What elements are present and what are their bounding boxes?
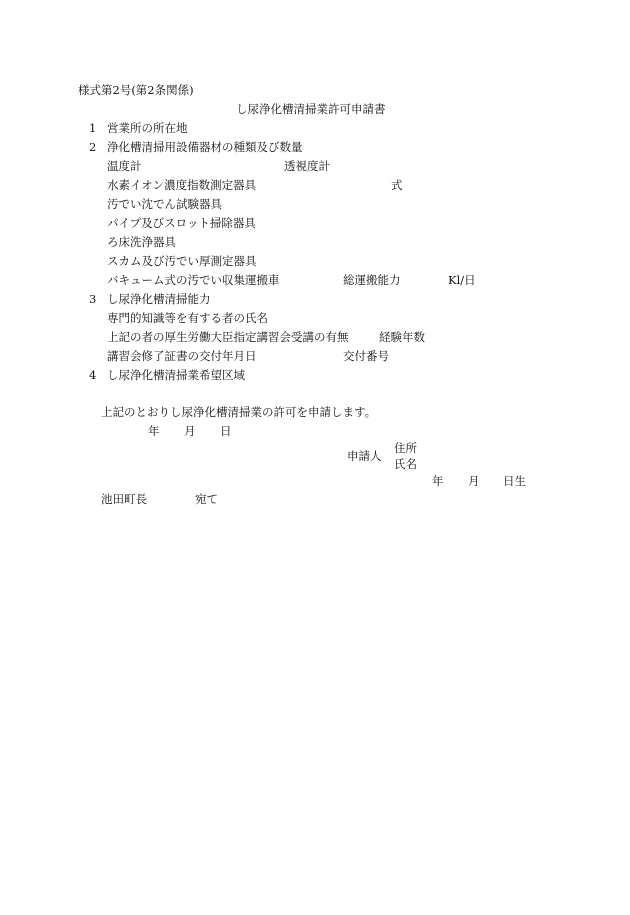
item-filter-cleaner: ろ床洗浄器具: [107, 235, 176, 249]
birth-month: 月: [468, 474, 480, 488]
item-capacity-unit: Kl/日: [448, 273, 476, 287]
section-4-label: し尿浄化槽清掃業希望区域: [107, 368, 245, 382]
applicant-address-label: 住所: [394, 441, 417, 455]
item-vacuum-truck: バキューム式の汚でい収集運搬車: [107, 273, 280, 287]
form-title: し尿浄化槽清掃業許可申請書: [236, 102, 386, 116]
section-3-label: し尿浄化槽清掃能力: [107, 292, 211, 306]
section-2-label: 浄化槽清掃用設備器材の種類及び数量: [107, 140, 303, 154]
item-pipe-slot-cleaner: パイプ及びスロット掃除器具: [107, 216, 256, 230]
item-scum-gauge: スカム及び汚でい厚測定器具: [107, 254, 257, 268]
item-ph-unit: 式: [391, 178, 403, 192]
date-year: 年: [148, 424, 160, 438]
applicant-label: 申請人: [347, 449, 382, 463]
item-ph-meter: 水素イオン濃度指数測定器具: [107, 178, 257, 192]
recipient-suffix: 宛て: [195, 492, 218, 506]
item-cert-number: 交付番号: [343, 349, 389, 363]
section-1-label: 営業所の所在地: [107, 121, 188, 135]
item-thermometer: 温度計: [107, 159, 142, 173]
item-transparency-meter: 透視度計: [284, 159, 330, 173]
applicant-name-label: 氏名: [394, 457, 417, 471]
section-2-number: 2: [89, 140, 97, 154]
birth-day-suffix: 日生: [503, 474, 526, 488]
section-1-number: 1: [89, 121, 97, 135]
declaration-statement: 上記のとおりし尿浄化槽清掃業の許可を申請します。: [101, 405, 377, 419]
section-3-number: 3: [89, 292, 97, 306]
date-day: 日: [220, 424, 232, 438]
date-month: 月: [184, 424, 196, 438]
recipient-name: 池田町長: [101, 492, 147, 506]
birth-year: 年: [432, 474, 444, 488]
item-sludge-test: 汚でい沈でん試験器具: [107, 197, 222, 211]
item-experience-years: 経験年数: [379, 330, 425, 344]
item-cert-date: 講習会修了証書の交付年月日: [107, 349, 257, 363]
item-expert-name: 専門的知識等を有する者の氏名: [107, 311, 268, 325]
item-course-attended: 上記の者の厚生労働大臣指定講習会受講の有無: [107, 330, 349, 344]
form-number: 様式第2号(第2条関係): [78, 83, 194, 97]
item-capacity-label: 総運搬能力: [343, 273, 401, 287]
section-4-number: 4: [89, 368, 97, 382]
